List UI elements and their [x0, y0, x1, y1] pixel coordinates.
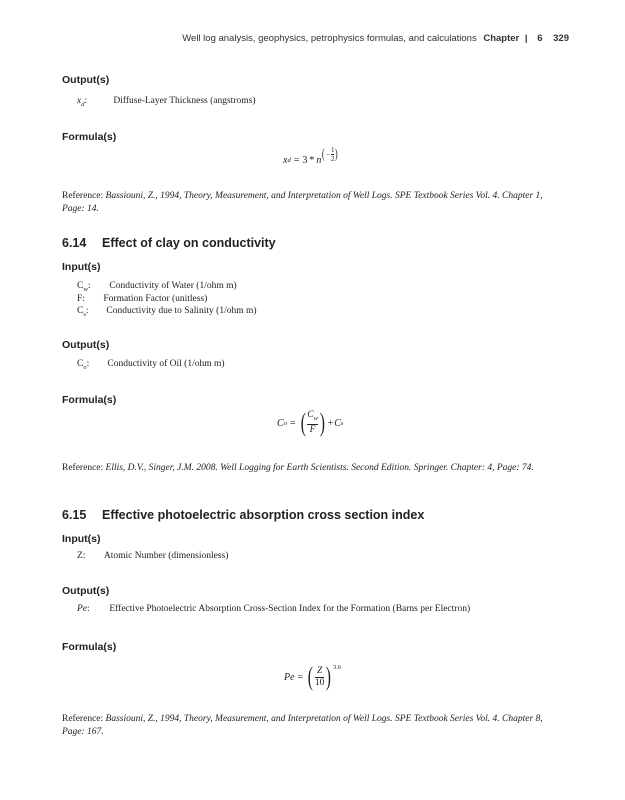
input-item: $C_w$: Conductivity of Water (1/ohm m)	[77, 281, 237, 293]
output-item: $C_o$: Conductivity of Oil (1/ohm m)	[77, 359, 225, 371]
section-number: 6.15	[62, 508, 87, 522]
output-heading: Output(s)	[62, 339, 110, 351]
output-item: Pe: Effective Photoelectric Absorption Cross-Section Index for the Formation (Barns per Electron)	[77, 604, 471, 614]
formula-equals: =	[289, 417, 296, 429]
input-description: Conductivity due to Salinity (1/ohm m)	[106, 306, 257, 316]
fraction-numerator: C	[307, 410, 314, 421]
output-heading: Output(s)	[62, 585, 110, 597]
input-symbol-sub: w	[83, 285, 89, 293]
reference-prefix: Reference:	[62, 463, 104, 473]
input-description: Atomic Number (dimensionless)	[103, 551, 229, 561]
reference-text	[62, 462, 562, 475]
reference-citation: Bassiouni, Z., 1994, Theory, Measurement, and Interpretation of Well Logs. SPE Textbook Series Vol. 4. Chapter 1, Page: 14.	[62, 191, 543, 214]
input-description: Formation Factor (unitless)	[103, 294, 208, 304]
fraction-numerator: Z	[316, 665, 323, 676]
output-description: Effective Photoelectric Absorption Cross-Section Index for the Formation (Barns per Electron)	[109, 604, 471, 614]
input-symbol: Z	[77, 551, 83, 561]
formula-heading: Formula(s)	[62, 641, 117, 653]
input-description: Conductivity of Water (1/ohm m)	[109, 281, 237, 291]
input-heading: Input(s)	[62, 533, 101, 545]
header-chapter-label: Chapter	[483, 33, 520, 44]
formula-rhs: C	[334, 417, 341, 429]
input-symbol: C	[77, 306, 84, 316]
reference-prefix: Reference:	[62, 714, 104, 724]
fraction-denominator: 10	[314, 677, 325, 688]
formula-rhs-sub: s	[340, 419, 344, 427]
section-title: Effective photoelectric absorption cross section index	[102, 508, 425, 522]
input-symbol-sub: s	[83, 310, 86, 318]
input-item: Z: Atomic Number (dimensionless)	[77, 551, 229, 561]
output-description: Diffuse-Layer Thickness (angstroms)	[113, 96, 256, 106]
fraction-denominator: F	[309, 424, 316, 435]
formula-variable: n	[316, 155, 322, 166]
formula-plus: +	[327, 417, 334, 429]
formula-lhs: x	[283, 155, 288, 166]
output-symbol-sub: o	[83, 363, 87, 371]
reference-text	[62, 190, 562, 216]
section-number: 6.14	[62, 236, 87, 250]
formula-lhs-sub: o	[283, 419, 287, 427]
formula-fraction	[307, 410, 318, 436]
input-symbol: F	[77, 294, 83, 304]
header-title: Well log analysis, geophysics, petrophysics formulas, and calculations	[182, 33, 477, 44]
output-item: $x_d$: Diffuse-Layer Thickness (angstroms)	[77, 96, 256, 108]
input-symbol: C	[77, 281, 84, 291]
output-symbol: C	[77, 359, 84, 369]
running-header	[182, 33, 569, 44]
formula-lhs: Pe	[284, 671, 295, 683]
formula-equals: =	[297, 671, 304, 683]
formula-multiply: *	[309, 155, 315, 166]
section-heading-6-14	[62, 236, 276, 250]
section-title: Effect of clay on conductivity	[102, 236, 276, 250]
exponent-denominator: 2	[330, 155, 335, 163]
formula-heading: Formula(s)	[62, 131, 117, 143]
reference-citation: Ellis, D.V., Singer, J.M. 2008. Well Logging for Earth Scientists. Second Edition. Springer. Chapter: 4, Page: 74.	[105, 463, 534, 473]
output-symbol: Pe	[77, 604, 88, 614]
formula-diffuse-layer	[283, 146, 339, 169]
output-heading: Output(s)	[62, 74, 110, 86]
exponent-minus: −	[326, 150, 330, 159]
formula-equals: =	[293, 155, 300, 166]
formula-lhs-sub: d	[287, 157, 291, 164]
page-number: 329	[553, 33, 569, 44]
reference-citation: Bassiouni, Z., 1994, Theory, Measurement, and Interpretation of Well Logs. SPE Textbook Series Vol. 4. Chapter 8, Page: 167.	[62, 714, 543, 737]
input-item: F: Formation Factor (unitless)	[77, 294, 208, 304]
input-item: $C_s$: Conductivity due to Salinity (1/ohm m)	[77, 306, 257, 318]
formula-photoelectric-index: Pe = ( $\frac{Z}{10}$ ) $^{3.6}$	[284, 662, 342, 691]
formula-exponent: 3.6	[333, 663, 342, 671]
exponent-numerator: 1	[330, 146, 335, 154]
fraction-numerator-sub: w	[313, 414, 318, 422]
reference-prefix: Reference:	[62, 191, 104, 201]
formula-lhs: C	[277, 417, 284, 429]
formula-exponent: ( − $\frac{1}{2}$ )	[322, 146, 339, 163]
header-chapter-number: 6	[537, 33, 543, 44]
formula-fraction	[315, 666, 325, 689]
reference-text	[62, 713, 562, 739]
formula-clay-conductivity: C o = ( $\frac{C_w}{F}$ ) + C s	[277, 408, 344, 437]
output-symbol-sub: d	[81, 100, 85, 108]
formula-heading: Formula(s)	[62, 394, 117, 406]
formula-coefficient: 3	[302, 155, 308, 166]
output-description: Conductivity of Oil (1/ohm m)	[107, 359, 225, 369]
header-separator: |	[524, 33, 528, 44]
section-heading-6-15	[62, 508, 424, 522]
output-symbol: x	[77, 96, 82, 106]
input-heading: Input(s)	[62, 261, 101, 273]
